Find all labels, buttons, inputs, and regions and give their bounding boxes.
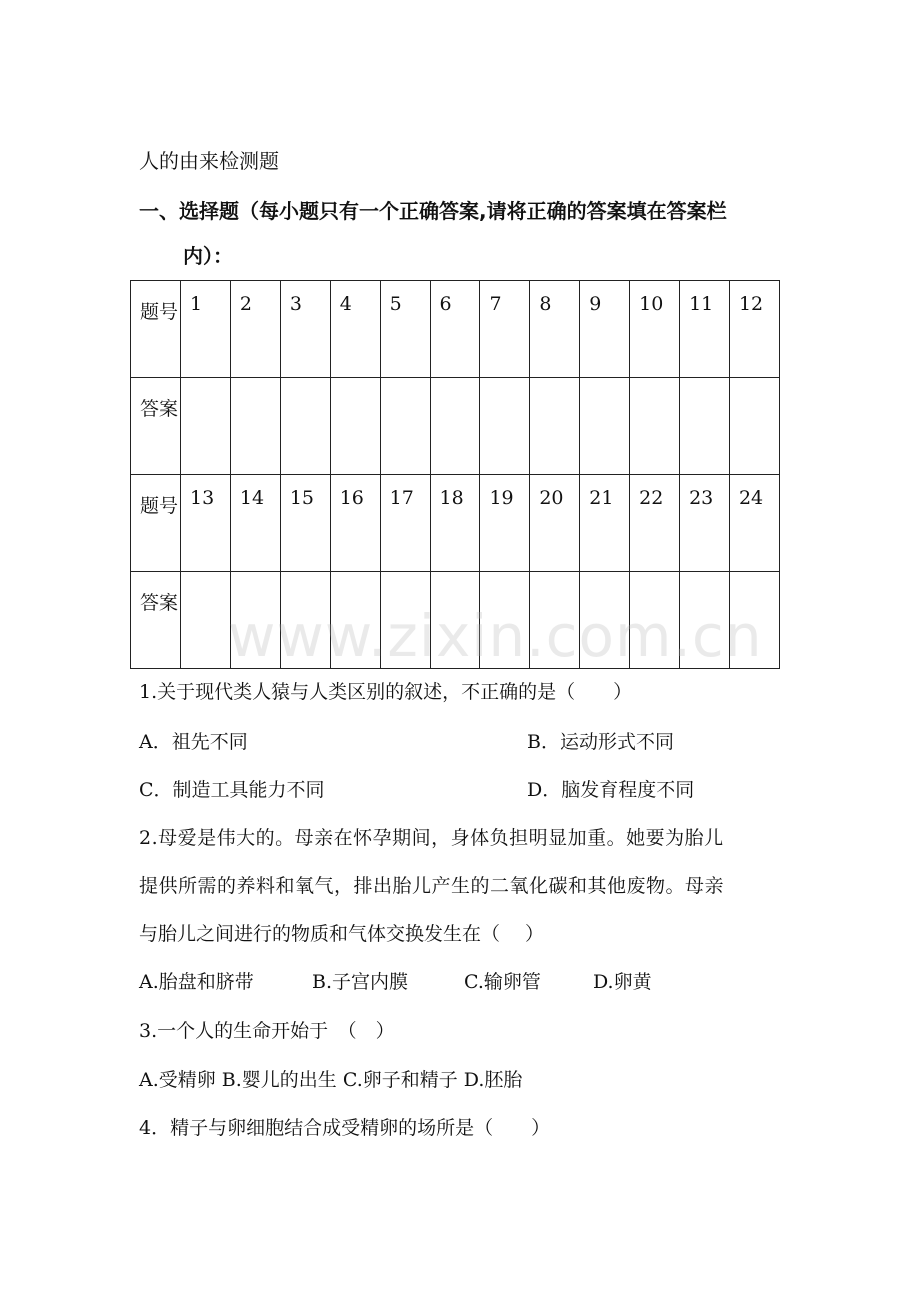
question-number: 18 bbox=[430, 475, 480, 572]
question-number: 19 bbox=[480, 475, 530, 572]
answer-cell[interactable] bbox=[480, 378, 530, 475]
question-number: 11 bbox=[680, 281, 730, 378]
answer-row-1 bbox=[131, 378, 780, 475]
number-row-2 bbox=[131, 475, 780, 572]
q2-option-d: D.卵黄 bbox=[593, 971, 652, 993]
question-number: 3 bbox=[280, 281, 330, 378]
answer-cell[interactable] bbox=[230, 378, 280, 475]
question-number: 7 bbox=[480, 281, 530, 378]
answer-label: 答案 bbox=[131, 572, 181, 669]
question-number: 13 bbox=[181, 475, 231, 572]
question-number: 23 bbox=[680, 475, 730, 572]
answer-cell[interactable] bbox=[729, 378, 779, 475]
question-2-line-3: 与胎儿之间进行的物质和气体交换发生在（ ） bbox=[139, 923, 545, 945]
question-number: 22 bbox=[630, 475, 680, 572]
q3-options: A.受精卵 B.婴儿的出生 C.卵子和精子 D.胚胎 bbox=[139, 1069, 523, 1091]
question-number: 5 bbox=[380, 281, 430, 378]
answer-cell[interactable] bbox=[530, 378, 580, 475]
question-number: 8 bbox=[530, 281, 580, 378]
answer-cell[interactable] bbox=[181, 572, 231, 669]
question-4: 4．精子与卵细胞结合成受精卵的场所是（ ） bbox=[139, 1117, 551, 1139]
answer-cell[interactable] bbox=[630, 378, 680, 475]
q2-option-a: A.胎盘和脐带 bbox=[139, 971, 254, 993]
question-number: 1 bbox=[181, 281, 231, 378]
question-number: 12 bbox=[729, 281, 779, 378]
q2-option-b: B.子宫内膜 bbox=[312, 971, 409, 993]
section-heading bbox=[139, 196, 789, 268]
question-2-line-1: 2.母爱是伟大的。母亲在怀孕期间，身体负担明显加重。她要为胎儿 bbox=[139, 827, 724, 849]
question-number: 6 bbox=[430, 281, 480, 378]
question-number: 20 bbox=[530, 475, 580, 572]
answer-cell[interactable] bbox=[280, 378, 330, 475]
question-number: 4 bbox=[330, 281, 380, 378]
answer-cell[interactable] bbox=[330, 378, 380, 475]
question-number: 24 bbox=[729, 475, 779, 572]
answer-cell[interactable] bbox=[680, 378, 730, 475]
answer-cell[interactable] bbox=[580, 378, 630, 475]
question-number: 9 bbox=[580, 281, 630, 378]
answer-cell[interactable] bbox=[181, 378, 231, 475]
question-3: 3.一个人的生命开始于 （ ） bbox=[139, 1020, 395, 1042]
q2-option-c: C.输卵管 bbox=[464, 971, 541, 993]
watermark: www.zixin.com.cn bbox=[228, 602, 763, 670]
q1-option-c: C．制造工具能力不同 bbox=[139, 779, 325, 801]
answer-cell[interactable] bbox=[380, 378, 430, 475]
number-label: 题号 bbox=[131, 475, 181, 572]
q1-option-a: A．祖先不同 bbox=[139, 731, 248, 753]
question-number: 17 bbox=[380, 475, 430, 572]
answer-label: 答案 bbox=[131, 378, 181, 475]
question-number: 14 bbox=[230, 475, 280, 572]
question-number: 10 bbox=[630, 281, 680, 378]
question-1: 1.关于现代类人猿与人类区别的叙述，不正确的是（ ） bbox=[139, 681, 633, 703]
number-label: 题号 bbox=[131, 281, 181, 378]
q1-option-b: B．运动形式不同 bbox=[527, 731, 674, 753]
section-heading-line2: 内）： bbox=[183, 244, 233, 268]
question-number: 15 bbox=[280, 475, 330, 572]
answer-cell[interactable] bbox=[430, 378, 480, 475]
question-number: 2 bbox=[230, 281, 280, 378]
number-row-1 bbox=[131, 281, 780, 378]
question-number: 16 bbox=[330, 475, 380, 572]
q1-option-d: D．脑发育程度不同 bbox=[527, 779, 695, 801]
section-heading-line1: 一、选择题（每小题只有一个正确答案,请将正确的答案填在答案栏 bbox=[139, 199, 727, 223]
question-number: 21 bbox=[580, 475, 630, 572]
page-title: 人的由来检测题 bbox=[139, 149, 279, 173]
question-2-line-2: 提供所需的养料和氧气，排出胎儿产生的二氧化碳和其他废物。母亲 bbox=[139, 875, 725, 897]
